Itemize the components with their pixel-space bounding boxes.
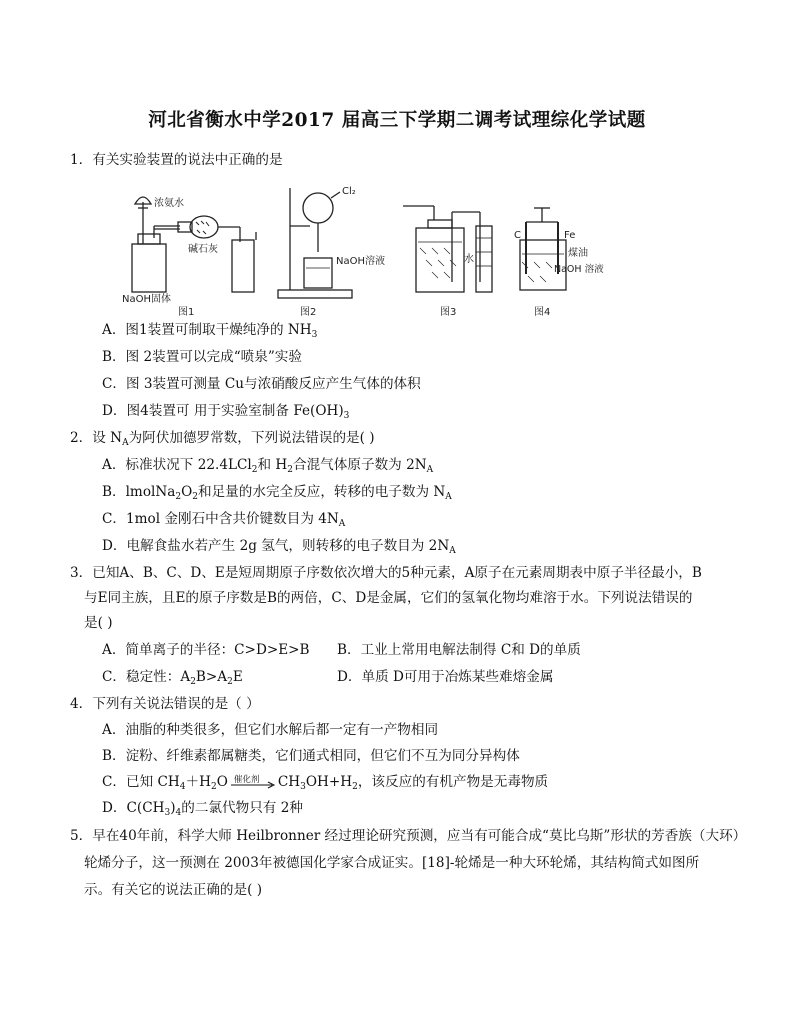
q4-option-c: C．已知 $CH_4+H_2O$ 催化剂 $CH_3OH+H_2$，该反应的有机产物是无毒物质 — [102, 774, 549, 792]
q1-option-b: B．图 2装置可以完成“喷泉”实验 — [102, 349, 302, 365]
figure-4-apparatus — [514, 208, 604, 318]
apparatus-figure — [118, 182, 604, 318]
q2-option-c: C．1mol 金刚石中含共价键数目为 $4N_A$ — [102, 511, 346, 529]
q2-option-b: B．$lmolNa_2O_2$和足量的水完全反应，转移的电子数为 $N_A$ — [102, 484, 452, 502]
q2-option-d: D．电解食盐水若产生 2g 氢气，则转移的电子数目为 $2N_A$ — [102, 538, 456, 556]
question-1-stem: 1．有关实验装置的说法中正确的是 — [70, 152, 283, 168]
catalyst-arrow: 催化剂 — [230, 772, 276, 792]
label-c: C — [514, 230, 521, 241]
page-title: 河北省衡水中学2017 届高三下学期二调考试理综化学试题 — [148, 110, 646, 131]
label-ammonia: 浓氨水 — [154, 198, 184, 209]
question-2-stem: 2．设 $N_A$为阿伏加德罗常数，下列说法错误的是( ) — [70, 430, 375, 448]
question-5-line-2: 轮烯分子，这一预测在 2003年被德国化学家合成证实。[18]-轮烯是一种大环轮烯，其结构简式如图所 — [84, 855, 700, 871]
q3-option-b: B．工业上常用电解法制得 C和 D的单质 — [337, 642, 581, 658]
q4-option-a: A．油脂的种类很多，但它们水解后都一定有一产物相同 — [102, 722, 439, 738]
question-4-stem: 4．下列有关说法错误的是（ ） — [70, 696, 260, 712]
q1-option-d: D．图4装置可 用于实验室制备 $Fe(OH)_3$ — [102, 403, 350, 421]
label-soda-lime: 碱石灰 — [188, 244, 218, 255]
question-3-line-1: 3．已知A、B、C、D、E是短周期原子序数依次增大的5种元素，A原子在元素周期表中原子半径最小，B — [70, 565, 702, 581]
caption-fig1: 图1 — [178, 307, 195, 318]
label-naoh-solution-2: NaOH 溶液 — [554, 264, 604, 275]
label-fe: Fe — [564, 230, 576, 241]
caption-fig3: 图3 — [440, 307, 457, 318]
question-3-line-3: 是( ) — [84, 615, 113, 631]
q3-option-c: C．稳定性：$A_2B>A_2E$ — [102, 669, 243, 687]
label-kerosene: 煤油 — [568, 248, 588, 259]
q3-option-d: D．单质 D可用于冶炼某些难熔金属 — [337, 669, 554, 685]
question-5-line-1: 5．早在40年前，科学大师 Heilbronner 经过理论研究预测，应当有可能合成“莫比乌斯”形状的芳香族（大环） — [70, 828, 747, 844]
label-naoh-solid: NaOH固体 — [122, 294, 171, 305]
figure-1-apparatus — [122, 196, 256, 318]
question-3-line-2: 与E同主族，且E的原子序数是B的两倍，C、D是金属，它们的氢氧化物均难溶于水。下列说法错误的 — [84, 590, 693, 606]
figure-2-apparatus — [278, 186, 385, 318]
q1-option-c: C．图 3装置可测量 Cu与浓硝酸反应产生气体的体积 — [102, 376, 421, 392]
q4-option-d: D．$C(CH_3)_4$的二氯代物只有 2种 — [102, 800, 303, 818]
question-5-line-3: 示。有关它的说法正确的是( ) — [84, 882, 263, 898]
q1-option-a: A．图1装置可制取干燥纯净的 $NH_3$ — [102, 322, 318, 340]
caption-fig2: 图2 — [300, 307, 317, 318]
q3-option-a: A．简单离子的半径：C>D>E>B — [102, 642, 310, 658]
label-water: 水 — [464, 254, 474, 265]
label-cl2: Cl₂ — [342, 186, 356, 197]
q2-option-a: A．标准状况下 22.4LCl$_2$和 $H_2$合混气体原子数为 $2N_A$ — [102, 457, 434, 475]
figure-3-apparatus — [403, 206, 492, 318]
caption-fig4: 图4 — [534, 307, 551, 318]
q4-option-b: B．淀粉、纤维素都属糖类，它们通式相同，但它们不互为同分异构体 — [102, 748, 520, 764]
label-naoh-solution: NaOH溶液 — [336, 256, 385, 267]
